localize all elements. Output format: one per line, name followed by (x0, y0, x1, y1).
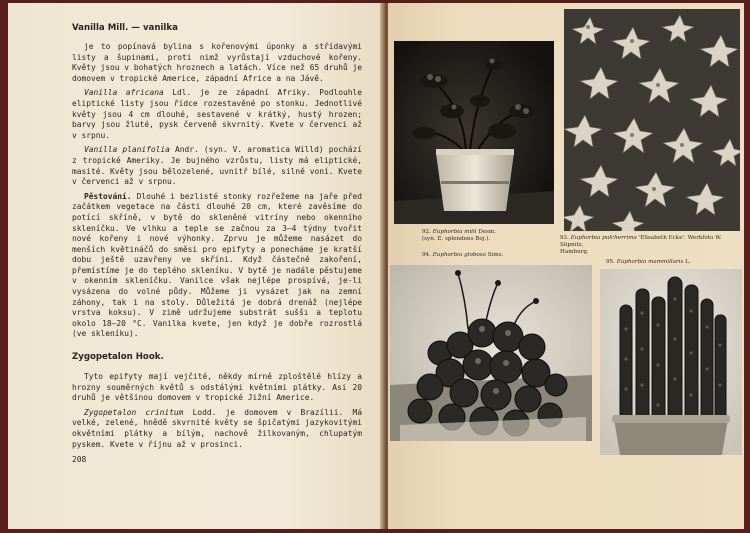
vanilla-africana-entry (72, 88, 362, 141)
cultivation-entry (72, 192, 362, 340)
caption-number: 93. (560, 235, 569, 241)
caption-94 (422, 252, 562, 259)
vanilla-intro: je to popínavá bylina s kořenovými úponky a střídavými listy a šupinami, proti nimž vyrůstají vzduchové kořeny. Květy jsou v bohatých hroznech a latách. Více než 65 druhů je domovem v tropické Americe, západní Africe a na Jávě. (72, 42, 362, 83)
photo-euphorbia-globosa (390, 265, 592, 441)
photo-euphorbia-mammillaris (600, 269, 742, 455)
species-name: Vanilla africana (84, 88, 164, 98)
caption-location: Hamburg. (560, 249, 589, 255)
caption-number: 94. (422, 252, 431, 258)
photo-euphorbia-milii (394, 41, 554, 224)
caption-number: 92. (422, 229, 431, 235)
species-text: Ldl. je ze západní Afriky. Podlouhle eliptické listy jsou řídce rozestavěné po stonku. Jednotlivé květy jsou 4 cm dlouhé, sestavené v krátký, hustý hrozen; barvy jsou žluté, pysk červeně skvrnitý. Kvete v červenci až v srpnu. (72, 88, 362, 140)
caption-species: Euphorbia milii (432, 229, 477, 235)
cultivation-label: Pěstování. (84, 191, 132, 201)
book-spread (8, 3, 744, 529)
species-name: Vanilla planifolia (84, 145, 170, 155)
caption-species: Euphorbia globosa (432, 252, 486, 258)
right-page (388, 3, 744, 529)
page-number: 208 (72, 455, 87, 464)
caption-93 (560, 235, 746, 256)
cultivation-text: Dlouhé i bezlisté stonky rozřežeme na jaře před začátkem vegetace na části dlouhé 20 cm, které zavěsíme do potící skříně, v bytě do skleněné vitríny nebo okenního skleníčku. Ve vlhku a teple se začnou za 3—4 týdny tvořit nové kořeny i nové výhonky. Zprvu je můžeme nasázet do menších květináčů do směsi pro epifyty a ponecháme je kratší dobu ještě uzavřeny ve skříni. Když částečně zakoření, přemístíme je do teplého skleníku. V bytě je nadále pěstujeme v okenním skleníčku. Vanilce však nejlépe prospívá, je-li vysázena do volné půdy. Můžeme ji vysázet jak na zemní záhony, tak i na stoly. Důležitá je dobrá drenáž (nejlépe vrstva koksu). V zimě udržujeme substrát suššı a teplotu okolo 18—20 °C. Vanilka kvete, jen když je dobře rozrostlá (ve skleníku). (72, 191, 362, 339)
zygopetalon-crinitum-entry (72, 408, 362, 450)
caption-number: 95. (606, 259, 615, 265)
page-heading: Vanilla Mill. — vanilka (72, 23, 178, 33)
caption-author: 'Elisabeth Ecke'. Werkfoto W. Süpnitz, (560, 235, 722, 248)
left-page (8, 3, 384, 529)
caption-95 (606, 259, 746, 266)
caption-author: Sims. (487, 252, 504, 258)
section-heading: Zygopetalon Hook. (72, 352, 164, 363)
caption-species: Euphorbia pulcherrima (570, 235, 637, 241)
caption-author: Desm. (478, 229, 497, 235)
species-text: Lodd. je domovem v Brazílii. Má velké, zelené, hnědě skvrnité květy se špičatými jazykovitými okvětními plátky a bílým, nachově žilkovaným, chlupatým pyskem. Kvete v říjnu až v prosinci. (72, 407, 362, 449)
caption-author: L. (685, 259, 691, 265)
zygopetalon-intro: Tyto epifyty mají vejčité, někdy mírně zploštělé hlízy a hrozny souměrných květů s odstálými květními plátky. Asi 20 druhů je většinou domovem v tropické Jižní Americe. (72, 372, 362, 403)
caption-92 (422, 229, 562, 243)
caption-species: Euphorbia mammillaris (616, 259, 684, 265)
caption-synonym: (syn. E. splendens Boj.). (422, 236, 491, 242)
species-text: Andr. (syn. V. aromatica Willd) pochází z tropické Ameriky. Je bujného vzrůstu, listy má eliptické, masité. Květy jsou bělozelené, uvnitř bílé, silně voní. Kvete v červenci až v srpnu. (72, 145, 362, 187)
vanilla-planifolia-entry (72, 145, 362, 187)
photo-euphorbia-pulcherrima (564, 9, 740, 231)
species-name: Zygopetalon crinitum (84, 407, 184, 417)
